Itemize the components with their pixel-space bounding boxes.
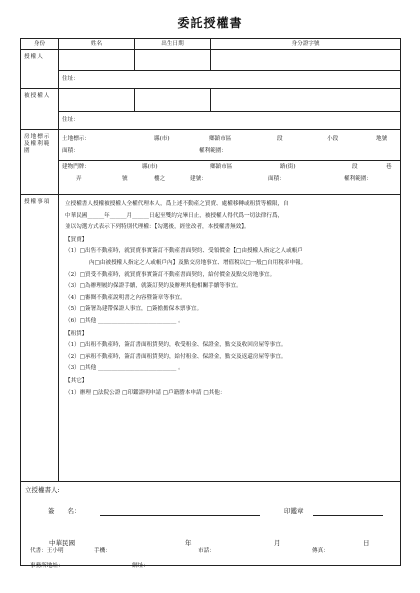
footer-website: 網址： — [132, 563, 149, 569]
agent-label: 被授權人 — [21, 89, 59, 130]
lease-item-1[interactable]: （1）□出租不動產時，簽訂書面租賃契約，收受租金、保證金，點交及收回房屋等事宜。 — [65, 342, 287, 349]
sale-item-5[interactable]: （5）□簽署為建帶保證人事宜，□簽擔擔保本票事宜。 — [65, 306, 203, 313]
header-row — [21, 39, 401, 50]
date-month: 月 — [274, 539, 281, 547]
principal-birthdate-cell[interactable] — [135, 50, 211, 71]
sale-item-6[interactable]: （6）□其他 ____________________________ 。 — [65, 317, 184, 324]
agent-address-row — [21, 112, 401, 130]
sale-item-2[interactable]: （2）□買受不動產時，就買賣事實簽訂不動產書面契約，給付價金及點交房地事宜。 — [65, 271, 276, 278]
building-township: 鄉鎮市區 — [210, 164, 233, 170]
building-lane: 巷 — [386, 164, 392, 170]
header-name: 姓名 — [59, 39, 135, 50]
header-identity: 身份 — [21, 39, 59, 50]
land-section: 段 — [277, 136, 283, 142]
lease-item-3[interactable]: （3）□其他 ____________________________ 。 — [65, 365, 184, 372]
sale-item-1b[interactable]: 內□由被授權人指定之人或帳戶內】及點交房地事宜、增值稅以□一般□自用稅率申報。 — [89, 259, 307, 266]
sale-section-heading: 【買賣】 — [65, 236, 88, 243]
authorization-row — [21, 195, 401, 482]
signature-line[interactable] — [100, 515, 260, 516]
authorization-label: 授權事項 — [21, 195, 59, 482]
document-page — [20, 10, 400, 566]
building-label: 建物門牌： — [62, 164, 90, 170]
building-rights: 權利範圍： — [344, 176, 372, 182]
building-alley: 弄 — [76, 176, 82, 182]
building-road: 路(街) — [280, 164, 296, 170]
principal-address-row — [21, 71, 401, 89]
principal-id-cell[interactable] — [211, 50, 401, 71]
seal-line[interactable] — [313, 515, 383, 516]
signer-title: 立授權書人: — [25, 486, 60, 494]
property-row — [21, 130, 401, 195]
authorization-form-table — [20, 38, 401, 566]
principal-row — [21, 50, 401, 71]
property-label: 房地標示及權利範圍 — [21, 130, 59, 195]
sale-item-4[interactable]: （4）□審閱不動產說明書之內容暨簽章等事宜。 — [65, 294, 186, 301]
property-description-cell[interactable] — [59, 130, 401, 195]
other-section-heading: 【其它】 — [65, 377, 88, 384]
land-county: 縣(市) — [154, 136, 170, 142]
land-subsection: 小段 — [327, 136, 339, 142]
agent-id-cell[interactable] — [211, 89, 401, 112]
document-title: 委託授權書 — [177, 16, 243, 30]
agent-birthdate-cell[interactable] — [135, 89, 211, 112]
header-id-number: 身分證字號 — [211, 39, 401, 50]
seal-label: 印鑑章 — [284, 507, 304, 515]
footer-office-address: 事務所地址： — [30, 563, 64, 569]
other-item-1[interactable]: （1）辦理 □法院公證 □印鑑證明申請 □戶籍謄本申請 □其他： — [65, 389, 226, 396]
land-label: 土地標示： — [62, 136, 90, 142]
principal-address-cell[interactable] — [59, 71, 401, 89]
date-roc: 中華民國 — [49, 539, 75, 547]
building-section: 段 — [352, 164, 358, 170]
auth-intro-line3: 並以勾選方式表示下列特別代理權：【勾選後，經塗改者，本授權書無效】。 — [65, 224, 250, 231]
building-build-no: 建號： — [190, 176, 207, 182]
header-birthdate: 出生日期 — [135, 39, 211, 50]
authorization-content-cell — [59, 195, 401, 482]
sale-item-3[interactable]: （3）□為辦理履約保證手續，就簽訂契約及辦理其他相關手續等事宜。 — [65, 283, 242, 290]
auth-intro-line2: 中華民國______年______月______日起至雙約完畢日止，被授權人得代爲一切法律行爲， — [65, 212, 284, 219]
lease-item-2[interactable]: （2）□承租不動產時，簽訂書面租賃契約，給付租金、保證金，點交及返還房屋等事宜。 — [65, 353, 287, 360]
signature-line-row — [48, 507, 388, 517]
footer-phone: 市話： — [198, 548, 215, 554]
sale-item-1a[interactable]: （1）□出售不動產時，就買賣事實簽訂不動產書面契約、受領價金【□由授權人指定之人或帳戶 — [65, 248, 303, 255]
auth-intro-line1: 立授權書人授權被授權人全權代理本人，爲上述不動產之買賣、處權移轉或租賃等權限，自 — [65, 201, 289, 207]
land-rights: 權利範圍： — [199, 148, 227, 154]
footer-mobile: 手機： — [94, 548, 111, 554]
building-county: 縣(市) — [142, 164, 158, 170]
agent-address-label: 住址： — [62, 117, 79, 123]
date-day: 日 — [363, 539, 370, 547]
principal-address-label: 住址： — [62, 76, 79, 82]
signature-label: 簽 名： — [48, 507, 81, 515]
lease-section-heading: 【租賃】 — [65, 330, 88, 337]
agent-row — [21, 89, 401, 112]
land-area: 面積： — [62, 148, 79, 154]
footer-agent: 代書：王小明 — [30, 548, 64, 554]
principal-label: 授權人 — [21, 50, 59, 89]
agent-address-cell[interactable] — [59, 112, 401, 130]
land-township: 鄉鎮市區 — [209, 136, 232, 142]
agent-name-cell[interactable] — [59, 89, 135, 112]
land-number: 地號 — [376, 136, 388, 142]
principal-name-cell[interactable] — [59, 50, 135, 71]
date-year: 年 — [185, 539, 192, 547]
footer-fax: 傳真： — [312, 548, 329, 554]
building-area: 面積： — [268, 176, 285, 182]
building-floor: 樓之 — [154, 176, 166, 182]
building-no: 號 — [122, 176, 128, 182]
